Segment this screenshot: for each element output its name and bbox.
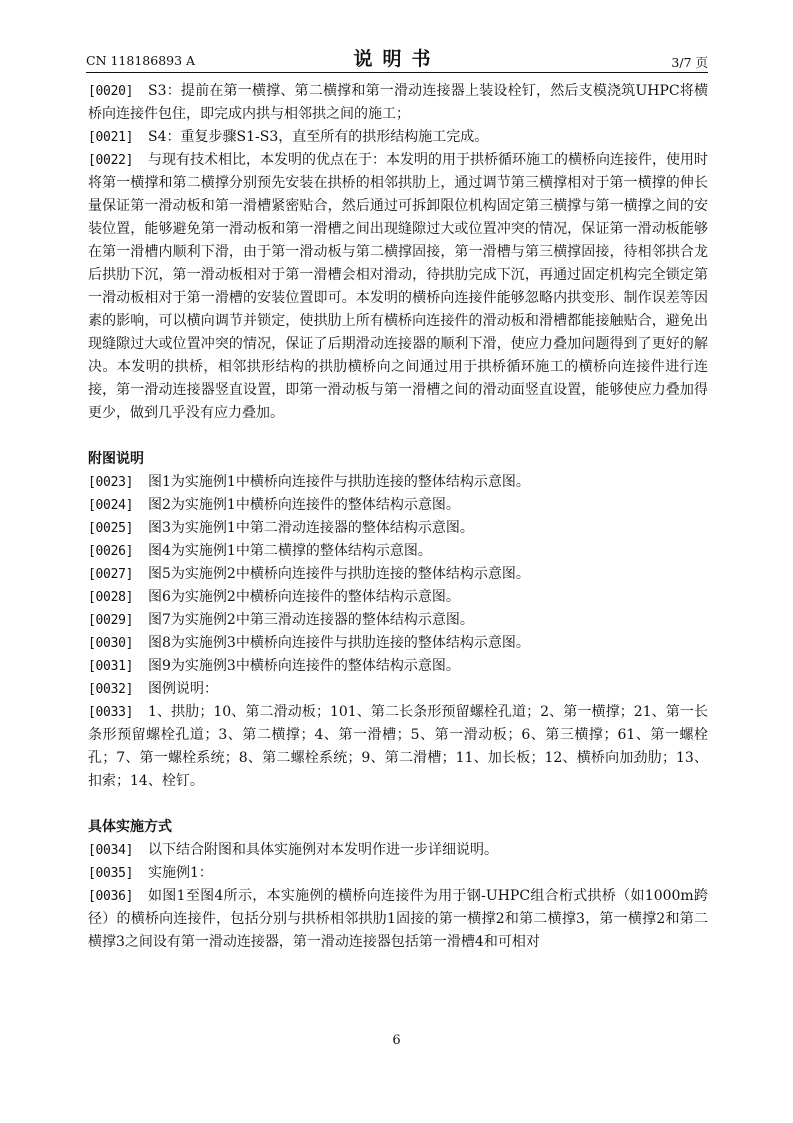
paragraph [88,862,708,885]
paragraph-number: [0034] [88,843,134,858]
document-body [88,80,708,954]
paragraph-text: 图5为实施例2中横桥向连接件与拱肋连接的整体结构示意图。 [148,566,530,582]
paragraph-number: [0032] [88,682,134,697]
section-heading-embodiment: 具体实施方式 [88,819,172,835]
paragraph-text: 图9为实施例3中横桥向连接件的整体结构示意图。 [148,658,460,674]
paragraph-number: [0022] [88,153,134,168]
paragraph-number: [0025] [88,521,134,536]
section-heading-figures: 附图说明 [88,451,144,467]
patent-number: CN 118186893 A [86,53,196,68]
paragraph-text: S4：重复步骤S1-S3，直至所有的拱形结构施工完成。 [148,129,489,145]
paragraph [88,609,708,632]
paragraph-number: [0027] [88,567,134,582]
paragraph-text: 如图1至图4所示，本实施例的横桥向连接件为用于钢-UHPC组合桁式拱桥（如1000m跨径）的横桥向连接件，包括分别与拱桥相邻拱肋1固接的第一横撑2和第二横撑3，第一横撑2和第二横撑3之间设有第一滑动连接器，第一滑动连接器包括第一滑槽4和可相对 [88,888,708,950]
paragraph [88,126,708,149]
paragraph-text: 以下结合附图和具体实施例对本发明作进一步详细说明。 [148,842,498,858]
paragraph [88,655,708,678]
paragraph [88,471,708,494]
paragraph-text: 图3为实施例1中第二滑动连接器的整体结构示意图。 [148,520,474,536]
document-title: 说明书 [353,48,441,70]
page-indicator: 3/7 页 [671,55,708,70]
paragraph-text: 1、拱肋；10、第二滑动板；101、第二长条形预留螺栓孔道；2、第一横撑；21、第一长条形预留螺栓孔道；3、第二横撑；4、第一滑槽；5、第一滑动板；6、第三横撑；61、第一螺栓孔；7、第一螺栓系统；8、第二螺栓系统；9、第二滑槽；11、加长板；12、横桥向加劲肋；13、扣索；14、栓钉。 [88,704,708,789]
paragraph [88,540,708,563]
paragraph-number: [0021] [88,130,134,145]
paragraph [88,494,708,517]
paragraph [88,517,708,540]
paragraph [88,678,708,701]
paragraph-text: 图6为实施例2中横桥向连接件的整体结构示意图。 [148,589,460,605]
paragraph-number: [0023] [88,475,134,490]
paragraph-text: 实施例1： [148,865,213,881]
paragraph [88,586,708,609]
paragraph-text: 与现有技术相比，本发明的优点在于：本发明的用于拱桥循环施工的横桥向连接件，使用时将第一横撑和第二横撑分别预先安装在拱桥的相邻拱肋上，通过调节第三横撑相对于第一横撑的伸长量保证第一滑动板和第一滑槽紧密贴合，然后通过可拆卸限位机构固定第三横撑与第一横撑之间的安装位置，能够避免第一滑动板和第一滑槽之间出现缝隙过大或位置冲突的情况，保证第一滑动板能够在第一滑槽内顺利下滑，由于第一滑动板与第二横撑固接，第一滑槽与第三横撑固接，待相邻拱合龙后拱肋下沉，第一滑动板相对于第一滑槽会相对滑动，待拱肋完成下沉，再通过固定机构完全锁定第一滑动板相对于第一滑槽的安装位置即可。本发明的横桥向连接件能够忽略内拱变形、制作误差等因素的影响，可以横向调节并锁定，使拱肋上所有横桥向连接件的滑动板和滑槽都能接触贴合，避免出现缝隙过大或位置冲突的情况，保证了后期滑动连接器的顺利下滑，使应力叠加问题得到了更好的解决。本发明的拱桥，相邻拱形结构的拱肋横桥向之间通过用于拱桥循环施工的横桥向连接件进行连接，第一滑动连接器竖直设置，即第一滑动板与第一滑槽之间的滑动面竖直设置，能够使应力叠加得更少，做到几乎没有应力叠加。 [88,152,708,421]
paragraph-number: [0026] [88,544,134,559]
paragraph-number: [0024] [88,498,134,513]
page-number: 6 [392,1033,401,1048]
paragraph-text: 图2为实施例1中横桥向连接件的整体结构示意图。 [148,497,460,513]
paragraph [88,632,708,655]
paragraph-number: [0031] [88,659,134,674]
paragraph-text: 图1为实施例1中横桥向连接件与拱肋连接的整体结构示意图。 [148,474,530,490]
paragraph [88,563,708,586]
paragraph-number: [0030] [88,636,134,651]
paragraph-number: [0036] [88,889,134,904]
paragraph-text: S3：提前在第一横撑、第二横撑和第一滑动连接器上装设栓钉，然后支模浇筑UHPC将横桥向连接件包住，即完成内拱与相邻拱之间的施工； [88,83,708,122]
paragraph [88,885,708,954]
paragraph [88,701,708,793]
paragraph-number: [0033] [88,705,134,720]
paragraph [88,80,708,126]
paragraph [88,839,708,862]
page-header [86,44,708,73]
paragraph-text: 图例说明： [148,681,218,697]
paragraph-number: [0020] [88,84,134,99]
paragraph-number: [0029] [88,613,134,628]
paragraph-text: 图8为实施例3中横桥向连接件与拱肋连接的整体结构示意图。 [148,635,530,651]
paragraph-text: 图7为实施例2中第三滑动连接器的整体结构示意图。 [148,612,474,628]
paragraph [88,149,708,425]
paragraph-number: [0035] [88,866,134,881]
paragraph-text: 图4为实施例1中第二横撑的整体结构示意图。 [148,543,432,559]
paragraph-number: [0028] [88,590,134,605]
